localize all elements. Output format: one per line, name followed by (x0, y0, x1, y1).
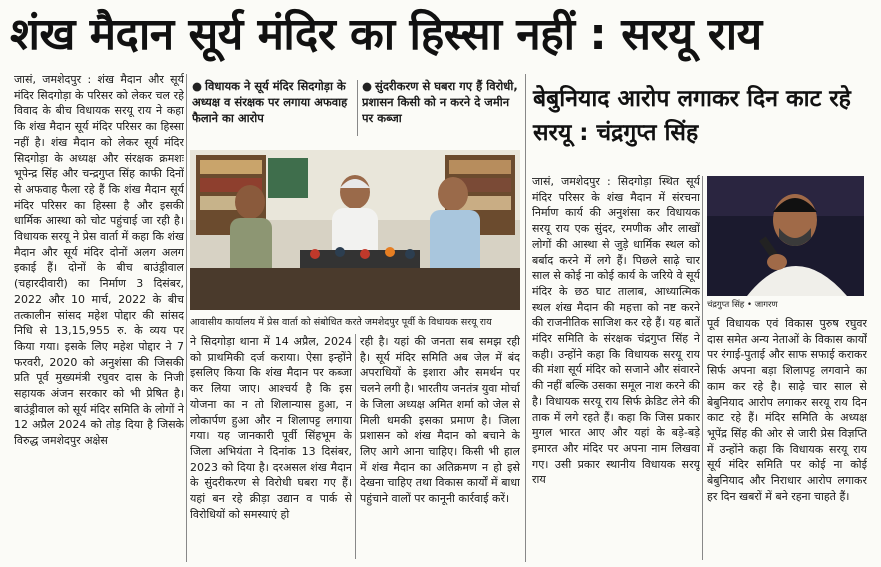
article-column-3 (360, 334, 520, 567)
press-conference-photo (190, 150, 520, 310)
bullet-icon: • (747, 300, 753, 310)
photo-caption: आवासीय कार्यालय में प्रेस वार्ता को संबोधित करते जमशेदपुर पूर्वी के विधायक सरयू राय (190, 317, 492, 328)
right-story-headline: बेबुनियाद आरोप लगाकर दिन काट रहे सरयू : चंद्रगुप्त सिंह (533, 86, 851, 146)
right-article-column-1 (532, 174, 700, 567)
column-divider (702, 176, 703, 560)
article-text: जासं, जमशेदपुर : शंख मैदान और सूर्य मंदिर सिदगोड़ा के परिसर को लेकर चल रहे विवाद के बीच विधायक सरयू राय ने कहा कि शंख मैदान सूर्य मंदिर परिसर का हिस्सा नहीं है। शंख मैदान को लेकर सूर्य मंदिर सिदगोड़ा के अध्यक्ष और संरक्षक क्रमशः भूपेन्द्र सिंह और चन्द्रगुप्त सिंह काफी दिनों से अफवाह फैला रहे हैं कि शंख मैदान सूर्य मंदिर परिसर का हिस्सा है और इसकी धार्मिक आस्था को चोट पहुंचाई जा रही है। विधायक सरयू ने प्रेस वार्ता में कहा कि शंख मैदान और सूर्य मंदिर दोनों अलग अलग इकाई हैं। दोनों के बीच बाउंड्रीवाल (चहारदीवारी) का निर्माण 3 दिसंबर, 2022 और 10 मार्च, 2022 के बीच तत्कालीन सांसद महेश पोद्दार की सांसद निधि से 13,15,955 रु. के व्यय पर किया गया। इसके लिए महेश पोद्दार ने 7 फरवरी, 2020 को अनुशंसा की जिसकी प्रति पूर्व मुख्यमंत्री रघुवर दास के निजी सहायक अंजन सरकार को भी प्रेषित है। बाउंड्रीवाल को सूर्य मंदिर समिति के लोगों ने 12 अप्रैल 2024 को तोड़ दिया है जिसके विरुद्ध जमशेदपुर अक्षेस (14, 73, 184, 448)
article-text: जासं, जमशेदपुर : सिदगोड़ा स्थित सूर्य मंदिर परिसर के शंख मैदान में संरचना निर्माण कार्य की अनुशंसा कर विधायक सरयू राय एक सुंदर, रमणीक और लाखों लोगों की आस्था से जुड़े धार्मिक स्थल को बर्बाद करने में लगे हैं। पिछले साढ़े चार साल से कोई ना कोई कार्य के जरिये वे सूर्य मंदिर के छठ घाट तालाब, आध्यात्मिक स्थल शंख मैदान की महत्ता को नष्ट करने की राजनीतिक साजिश कर रहे हैं। यह बातें मंदिर समिति के संरक्षक चंद्रगुप्त सिंह ने कही। उन्होंने कहा कि विधायक सरयू राय की मंशा सूर्य मंदिर को सजाने और संवारने की नहीं बल्कि उसका समूल नाश करने की है। विधायक सरयू राय सिर्फ क्रेडिट लेने की ताक में लगे रहते हैं। कहा कि जिस प्रकार मुगल भारत आए और यहां के बड़े-बड़े इमारत और मंदिर पर अपना नाम लिखवा गए। उसी प्रकार स्थानीय विधायक सरयू राय (532, 175, 700, 487)
chandragupt-singh-photo (707, 176, 864, 296)
bullet-icon: ● (362, 79, 373, 93)
photo-credit: चंद्रगुप्त सिंह • जागरण (707, 300, 778, 310)
press-conference-image (190, 150, 520, 310)
section-divider (525, 74, 526, 562)
bullet-divider (357, 80, 358, 136)
article-text: ने सिदगोड़ा थाना में 14 अप्रैल, 2024 को प्राथमिकी दर्ज कराया। ऐसा इन्होंने इसलिए किया कि शंख मैदान पर कब्जा कर लिया जाए। आश्चर्य है कि इस योजना का न तो शिलान्यास हुआ, न लोकार्पण हुआ और न शिलापट्ट लगाया गया। यह जानकारी पूर्वी सिंहभूम के जिला अभियंता ने दिनांक 13 दिसंबर, 2023 को दिया है। दरअसल शंख मैदान के सुंदरीकरण से विरोधी घबरा गए हैं। यहां बन रहे क्रीड़ा उद्यान व पार्क से विरोधियों को समस्याएं हो (190, 335, 352, 521)
column-divider (355, 334, 356, 559)
bullet-icon: ● (192, 79, 203, 93)
highlight-bullet-1: ● विधायक ने सूर्य मंदिर सिदगोड़ा के अध्यक्ष व संरक्षक पर लगाया अफवाह फैलाने का आरोप (192, 79, 348, 125)
speaker-image (707, 176, 864, 296)
column-divider (186, 74, 187, 562)
highlight-bullet-2: ● सुंदरीकरण से घबरा गए हैं विरोधी, प्रशासन किसी को न करने दे जमीन पर कब्जा (362, 79, 518, 125)
article-column-1 (14, 72, 184, 567)
article-column-2 (190, 334, 352, 567)
main-headline: शंख मैदान सूर्य मंदिर का हिस्सा नहीं : सरयू राय (10, 9, 762, 60)
right-article-column-2 (707, 316, 867, 567)
article-text: पूर्व विधायक एवं विकास पुरुष रघुवर दास समेत अन्य नेताओं के विकास कार्यों पर रंगाई-पुताई और साफ सफाई कराकर सिर्फ अपना बड़ा शिलापट्ट लगवाने का काम कर रहे है। साढ़े चार साल से बेबुनियाद आरोप लगाकर सरयू राय दिन काट रहे हैं। मंदिर समिति के अध्यक्ष भूपेंद्र सिंह की ओर से जारी प्रेस विज्ञप्ति में उन्होंने कहा कि विधायक सरयू राय सूर्य मंदिर समिति पर कोई ना कोई बेबुनियाद और निराधार आरोप लगाकर हर दिन खबरों में बने रहना चाहते हैं। (707, 317, 867, 503)
article-text: रही है। यहां की जनता सब समझ रही है। सूर्य मंदिर समिति अब जेल में बंद अपराधियों के इशारा और समर्थन पर चलने लगी है। भारतीय जनतंत्र युवा मोर्चा के जिला अध्यक्ष अमित शर्मा को जेल से मिली धमकी इसका प्रमाण है। जिला प्रशासन को शंख मैदान को बचाने के लिए आगे आना चाहिए। किसी भी हाल में शंख मैदान का अतिक्रमण न हो इसे देखना चाहिए तथा विकास कार्यों में बाधा पहुंचाने वालों पर कानूनी कार्रवाई करें। (360, 335, 520, 506)
